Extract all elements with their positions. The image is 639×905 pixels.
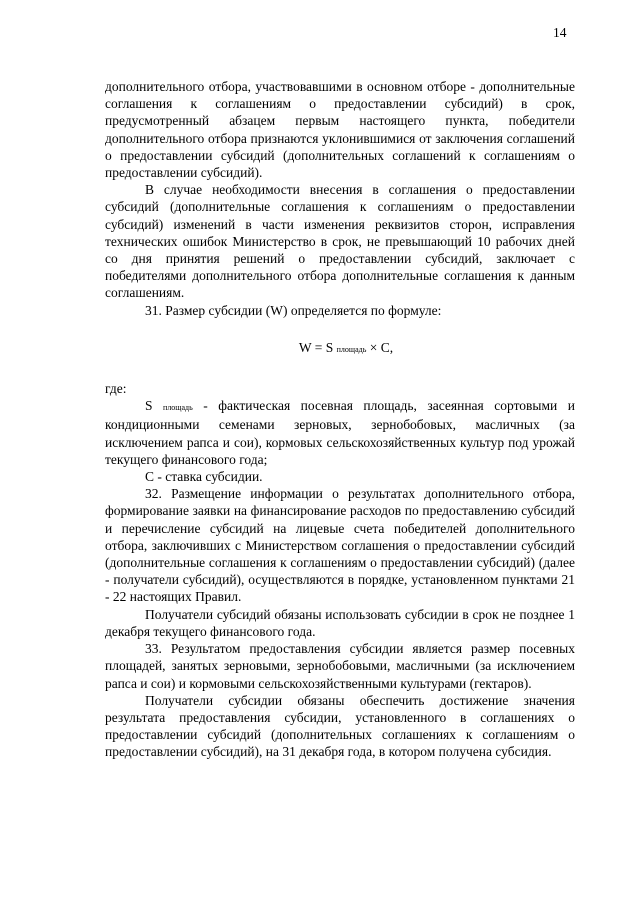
paragraph-amendments: В случае необходимости внесения в соглашения о предоставлении субсидий (дополнительные соглашения к соглашениям о предоставлении субсидий) изменений в части изменения реквизитов сторон, исправления технических ошибок Министерство в срок, не превышающий 10 рабочих дней со дня принятия решений о предоставлении субсидий, заключает с победителями дополнительного отбора дополнительные соглашения к данным соглашениям. bbox=[105, 182, 575, 301]
formula-right: × C, bbox=[369, 339, 394, 355]
formula-subscript: площадь bbox=[336, 344, 367, 354]
subsidy-formula bbox=[105, 339, 575, 358]
formula-left: W = S bbox=[298, 339, 334, 355]
definition-c: С - ставка субсидии. bbox=[145, 469, 263, 485]
paragraph-32-deadline: Получатели субсидий обязаны использовать субсидии в срок не позднее 1 декабря текущего финансового года. bbox=[105, 606, 575, 639]
definition-s-text: - фактическая посевная площадь, засеянная сортовыми и кондиционными семенами зерновых, зернобобовых, масличных (за исключением рапса и сои), кормовых сельскохозяйственных культур под урожай текущего финансового года; bbox=[105, 398, 575, 467]
page-number: 14 bbox=[553, 25, 567, 40]
where-label: где: bbox=[105, 381, 127, 397]
definition-s bbox=[105, 397, 575, 468]
definition-s-symbol: S bbox=[145, 398, 153, 414]
paragraph-31: 31. Размер субсидии (W) определяется по формуле: bbox=[145, 302, 442, 318]
paragraph-33: 33. Результатом предоставления субсидии является размер посевных площадей, занятых зерновыми, зернобобовыми, масличными (за исключением рапса и сои) и кормовыми сельскохозяйственными культурами (гектаров). bbox=[105, 641, 575, 691]
paragraph-32: 32. Размещение информации о результатах дополнительного отбора, формирование заявки на финансирование расходов по предоставлению субсидий и перечисление субсидий на лицевые счета победителей дополнительного отбора, заключивших с Министерством соглашения о предоставлении субсидий (дополнительные соглашения к соглашениям о предоставлении субсидий) (далее - получатели субсидий), осуществляются в порядке, установленном пунктами 21 - 22 настоящих Правил. bbox=[105, 486, 575, 605]
paragraph-continuation: дополнительного отбора, участвовавшими в основном отборе - дополнительные соглашения к соглашениям о предоставлении субсидий) в срок, предусмотренный абзацем первым настоящего пункта, победители дополнительного отбора признаются уклонившимися от заключения соглашений о предоставлении субсидий (дополнительных соглашений к соглашениям о предоставлении субсидий). bbox=[105, 79, 575, 181]
paragraph-33-obligation: Получатели субсидии обязаны обеспечить достижение значения результата предоставления субсидии, установленного в соглашениях о предоставлении субсидий (дополнительных соглашениях к соглашениям о предоставлении субсидий), на 31 декабря года, в котором получена субсидия. bbox=[105, 692, 575, 760]
document-body bbox=[105, 78, 575, 761]
definition-s-subscript: площадь bbox=[163, 403, 193, 413]
